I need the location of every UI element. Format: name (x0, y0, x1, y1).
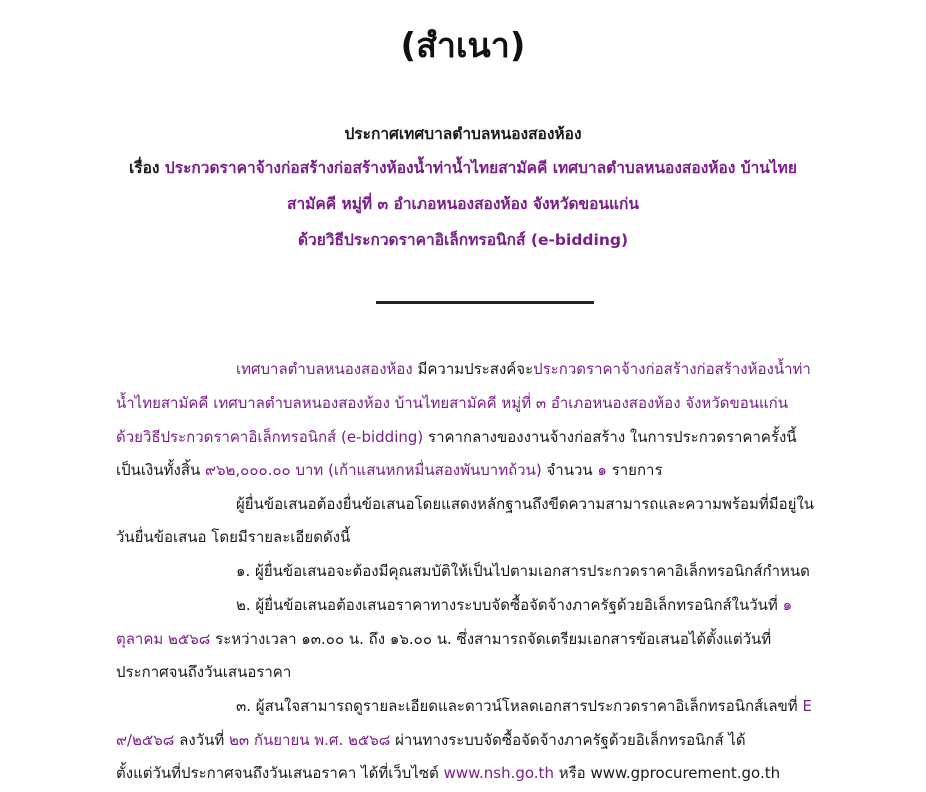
text-span: ลงวันที่ (174, 731, 229, 749)
text-span: ราคากลางของงานจ้างก่อสร้าง ในการประกวดราคาครั้งนี้ (423, 428, 797, 446)
subject-location: สามัคคี หมู่ที่ ๓ อำเภอหนองสองห้อง จังหวัดขอนแก่น (286, 195, 640, 213)
text-span: ระหว่างเวลา ๑๓.๐๐ น. ถึง ๑๖.๐๐ น. ซึ่งสามารถจัดเตรียมเอกสารข้อเสนอได้ตั้งแต่วันที่ (210, 630, 772, 648)
document-title: (สำเนา) (400, 26, 526, 66)
agency-name: เทศบาลตำบลหนองสองห้อง (236, 360, 413, 378)
text-span: ๓. ผู้สนใจสามารถดูรายละเอียดและดาวน์โหลดเอกสารประกวดราคาอิเล็กทรอนิกส์เลขที่ (236, 697, 803, 715)
text-span: ๒. ผู้ยื่นข้อเสนอต้องเสนอราคาทางระบบจัดซื้อจัดจ้างภาครัฐด้วยอิเล็กทรอนิกส์ในวันที่ (236, 596, 783, 614)
date-day: ๑ (782, 596, 793, 614)
text-span: เป็นเงินทั้งสิ้น (116, 461, 205, 479)
body-line (116, 460, 663, 480)
text-span: จำนวน (541, 461, 598, 479)
body-line: ประกาศจนถึงวันเสนอราคา (116, 663, 292, 681)
body-line (236, 359, 811, 379)
body-line (116, 730, 746, 750)
body-line (116, 629, 771, 649)
gprocurement-link[interactable]: หรือ www.gprocurement.go.th (553, 764, 781, 782)
list-item (236, 696, 812, 716)
doc-number-prefix: E (802, 697, 812, 715)
website-link[interactable]: www.nsh.go.th (443, 764, 554, 782)
budget-amount: ๙๖๒,๐๐๐.๐๐ บาท (เก้าแสนหกหมื่นสองพันบาทถ้วน) (205, 461, 542, 479)
subject-text: ประกวดราคาจ้างก่อสร้างก่อสร้างห้องน้ำท่าน้ำไทยสามัคคี เทศบาลตำบลหนองสองห้อง บ้านไทย (164, 159, 797, 177)
body-line (116, 427, 797, 447)
body-line: ผู้ยื่นข้อเสนอต้องยื่นข้อเสนอโดยแสดงหลักฐานถึงขีดความสามารถและความพร้อมที่มีอยู่ใน (236, 495, 815, 513)
body-line: น้ำไทยสามัคคี เทศบาลตำบลหนองสองห้อง บ้านไทยสามัคคี หมู่ที่ ๓ อำเภอหนองสองห้อง จังหวัดขอนแก่น (116, 394, 788, 412)
list-item: ๑. ผู้ยื่นข้อเสนอจะต้องมีคุณสมบัติให้เป็นไปตามเอกสารประกวดราคาอิเล็กทรอนิกส์กำหนด (236, 562, 810, 580)
text-span: รายการ (606, 461, 663, 479)
subject-line (0, 158, 926, 178)
divider (376, 301, 594, 304)
list-item (236, 595, 792, 615)
body-line (116, 763, 780, 783)
body-line: วันยื่นข้อเสนอ โดยมีรายละเอียดดังนี้ (116, 528, 351, 546)
doc-date: ๒๓ กันยายน พ.ศ. ๒๕๖๘ (229, 731, 391, 749)
text-span: มีความประสงค์จะ (412, 360, 534, 378)
text-span: ตั้งแต่วันที่ประกาศจนถึงวันเสนอราคา ได้ที่เว็บไซต์ (116, 764, 444, 782)
method-text: ด้วยวิธีประกวดราคาอิเล็กทรอนิกส์ (e-bidding) (116, 428, 424, 446)
project-name: ประกวดราคาจ้างก่อสร้างก่อสร้างห้องน้ำท่า (533, 360, 811, 378)
date-month-year: ตุลาคม ๒๕๖๘ (116, 630, 211, 648)
item-count: ๑ (597, 461, 607, 479)
doc-number: ๙/๒๕๖๘ (116, 731, 175, 749)
subject-prefix: เรื่อง (128, 159, 160, 177)
announcement-heading: ประกาศเทศบาลตำบลหนองสองห้อง (344, 125, 582, 143)
subject-method: ด้วยวิธีประกวดราคาอิเล็กทรอนิกส์ (e-bidding) (297, 231, 629, 249)
text-span: ผ่านทางระบบจัดซื้อจัดจ้างภาครัฐด้วยอิเล็กทรอนิกส์ ได้ (390, 731, 746, 749)
